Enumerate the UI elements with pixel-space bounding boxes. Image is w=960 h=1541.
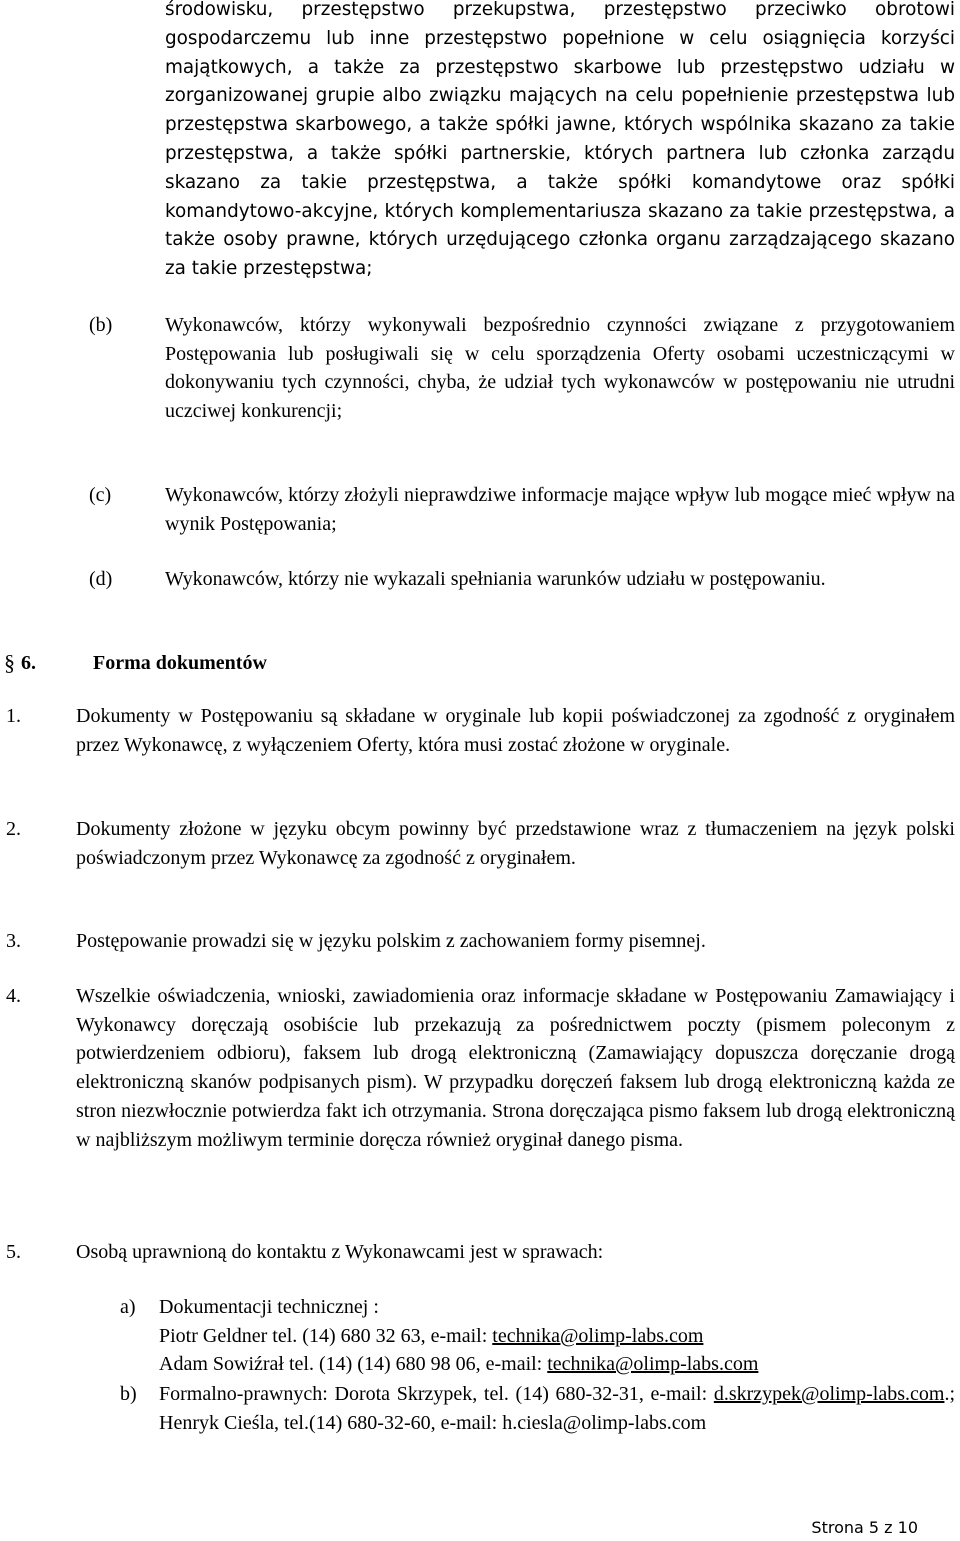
item-number-2: 2. bbox=[6, 818, 21, 840]
exclusion-label-b: (b) bbox=[89, 314, 113, 336]
contact-block-b bbox=[159, 1380, 955, 1437]
item-text-1: Dokumenty w Postępowaniu są składane w oryginale lub kopii poświadczonej za zgodność z oryginałem przez Wykonawcę, z wyłączeniem Oferty, która musi zostać złożone w oryginale. bbox=[76, 705, 955, 756]
item-text-5: Osobą uprawnioną do kontaktu z Wykonawcami jest w sprawach: bbox=[76, 1241, 604, 1263]
contact-a-line-1 bbox=[159, 1322, 955, 1351]
item-number-5: 5. bbox=[6, 1241, 21, 1263]
contact-block-a bbox=[159, 1293, 955, 1379]
exclusion-label-c: (c) bbox=[89, 484, 112, 506]
contact-a-line-1-text: Piotr Geldner tel. (14) 680 32 63, e-mail: bbox=[159, 1324, 493, 1347]
contact-a-heading: Dokumentacji technicznej : bbox=[159, 1296, 379, 1318]
section-sign-icon: § bbox=[4, 650, 15, 675]
section-title: Forma dokumentów bbox=[93, 652, 267, 674]
item-text-4: Wszelkie oświadczenia, wnioski, zawiadomienia oraz informacje składane w Postępowaniu Zamawiający i Wykonawcy doręczają osobiście lub przekazują za pośrednictwem poczty (pismem poleconym z potwierdzeniem odbioru), faksem lub drogą elektroniczną (Zamawiający dopuszcza doręczanie drogą elektroniczną skanów podpisanych pism). W przypadku doręczeń faksem lub drogą elektroniczną każda ze stron niezwłocznie potwierdza fakt ich otrzymania. Strona doręczająca pismo faksem lub drogą elektroniczną w najbliższym możliwym terminie doręcza również oryginał danego pisma. bbox=[76, 985, 955, 1151]
contact-b-text-2: .; Henryk Cieśla, tel.(14) 680-32-60, e-mail: bbox=[159, 1383, 955, 1434]
contact-label-b: b) bbox=[120, 1383, 137, 1405]
contact-a-line-2-text: Adam Sowiźrał tel. (14) (14) 680 98 06, e-mail: bbox=[159, 1353, 548, 1376]
page-number-footer: Strona 5 z 10 bbox=[811, 1518, 918, 1537]
contact-a-line-2 bbox=[159, 1350, 955, 1379]
email-link-technika-1[interactable]: technika@olimp-labs.com bbox=[492, 1324, 704, 1347]
exclusion-label-d: (d) bbox=[89, 568, 113, 590]
exclusion-text-b: Wykonawców, którzy wykonywali bezpośrednio czynności związane z przygotowaniem Postępowania lub posługiwali się w celu sporządzenia Oferty osobami uczestniczącymi w dokonywaniu tych czynności, chyba, że udział tych wykonawców w postępowaniu nie utrudni uczciwej konkurencji; bbox=[165, 314, 955, 423]
exclusion-a-continuation: środowisku, przestępstwo przekupstwa, przestępstwo przeciwko obrotowi gospodarczemu lub inne przestępstwo popełnione w celu osiągnięcia korzyści majątkowych, a także za przestępstwo skarbowe lub przestępstwo udziału w zorganizowanej grupie albo związku mających na celu popełnienie przestępstwa lub przestępstwa skarbowego, a także spółki jawne, których wspólnika skazano za takie przestępstwa, a także spółki partnerskie, których partnera lub członka zarządu skazano za takie przestępstwa, a także spółki komandytowe oraz spółki komandytowo-akcyjne, których komplementariusza skazano za takie przestępstwa, a także osoby prawne, których urzędującego członka organu zarządzającego skazano za takie przestępstwa; bbox=[165, 0, 955, 280]
item-text-2: Dokumenty złożone w języku obcym powinny być przedstawione wraz z tłumaczeniem na język polski poświadczonym przez Wykonawcę za zgodność z oryginałem. bbox=[76, 818, 955, 869]
email-text-ciesla: h.ciesla@olimp-labs.com bbox=[502, 1411, 707, 1434]
contact-label-a: a) bbox=[120, 1296, 136, 1318]
section-number: 6. bbox=[21, 652, 36, 674]
email-link-skrzypek[interactable]: d.skrzypek@olimp-labs.com bbox=[713, 1383, 945, 1405]
item-number-1: 1. bbox=[6, 705, 21, 727]
item-text-3: Postępowanie prowadzi się w języku polskim z zachowaniem formy pisemnej. bbox=[76, 930, 706, 952]
contact-b-text-1: Formalno-prawnych: Dorota Skrzypek, tel. (14) 680-32-31, e-mail: bbox=[159, 1383, 714, 1405]
exclusion-text-c: Wykonawców, którzy złożyli nieprawdziwe informacje mające wpływ lub mogące mieć wpływ na wynik Postępowania; bbox=[165, 484, 955, 535]
exclusion-text-d: Wykonawców, którzy nie wykazali spełniania warunków udziału w postępowaniu. bbox=[165, 568, 826, 590]
item-number-3: 3. bbox=[6, 930, 21, 952]
item-number-4: 4. bbox=[6, 985, 21, 1007]
email-link-technika-2[interactable]: technika@olimp-labs.com bbox=[547, 1353, 759, 1376]
